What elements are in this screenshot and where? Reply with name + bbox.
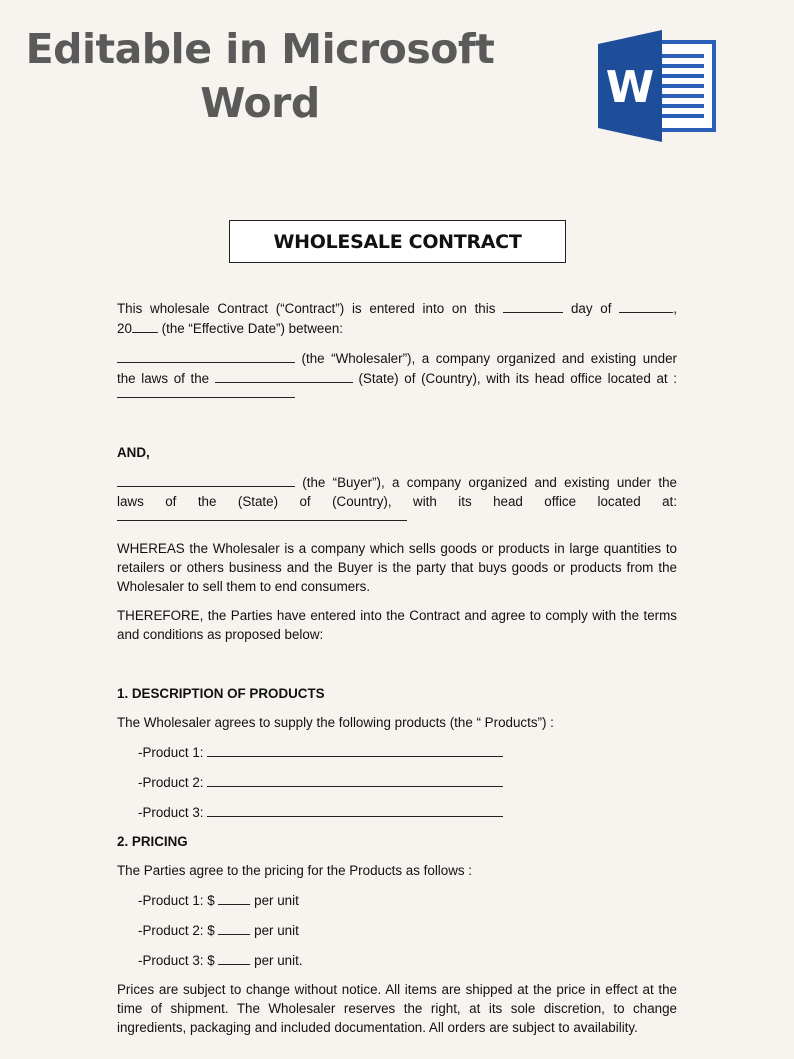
- buyer-line-2: laws of the (State) of (Country), with its head office located at:: [117, 494, 677, 509]
- price-3-label: -Product 3: $: [138, 953, 215, 968]
- price-2-row: [117, 920, 677, 940]
- price-3-blank[interactable]: [218, 950, 250, 965]
- product-2-row: [117, 772, 677, 792]
- buyer-line-1: [117, 472, 677, 492]
- price-1-blank[interactable]: [218, 890, 250, 905]
- product-1-blank[interactable]: [207, 742, 503, 757]
- section-1-heading: 1. DESCRIPTION OF PRODUCTS: [117, 686, 325, 701]
- wholesaler-line-2: [117, 368, 677, 388]
- section-2-heading: 2. PRICING: [117, 834, 188, 849]
- wholesaler-address-row: [117, 388, 677, 406]
- wholesaler-address-blank[interactable]: [117, 396, 295, 398]
- wholesaler-text-b: the laws of the: [117, 371, 210, 386]
- and-label: AND,: [117, 445, 150, 460]
- buyer-name-blank[interactable]: [117, 472, 295, 487]
- intro-year-prefix: 20: [117, 321, 132, 336]
- pricing-note: Prices are subject to change without notice. All items are shipped at the price in effect at the time of shipment. The Wholesaler reserves the right, at its sole discretion, to change ingredients, packaging and included documentation. All orders are subject to availability.: [117, 982, 677, 1035]
- contract-title: WHOLESALE CONTRACT: [229, 220, 566, 263]
- buyer-address-row: [117, 511, 677, 529]
- month-blank[interactable]: [619, 298, 673, 313]
- intro-text-e: (the “Effective Date”) between:: [161, 321, 343, 336]
- price-3-suffix: per unit.: [254, 953, 303, 968]
- word-logo-letter: W: [605, 62, 655, 113]
- price-1-suffix: per unit: [254, 893, 299, 908]
- product-3-label: -Product 3:: [138, 805, 204, 820]
- product-3-blank[interactable]: [207, 802, 503, 817]
- section-1-intro: The Wholesaler agrees to supply the following products (the “ Products”) :: [117, 715, 554, 730]
- year-blank[interactable]: [132, 318, 158, 333]
- promo-banner: [0, 22, 520, 130]
- price-2-blank[interactable]: [218, 920, 250, 935]
- intro-text-b: day of: [570, 301, 612, 316]
- therefore-paragraph: THEREFORE, the Parties have entered into the Contract and agree to comply with the terms and conditions as proposed below:: [117, 608, 677, 642]
- wholesaler-name-blank[interactable]: [117, 348, 295, 363]
- banner-line-1: Editable in Microsoft: [25, 25, 495, 73]
- product-1-label: -Product 1:: [138, 745, 204, 760]
- buyer-text-a: (the “Buyer”), a company organized and existing under the: [302, 475, 677, 490]
- contract-body: [117, 298, 677, 1037]
- product-2-label: -Product 2:: [138, 775, 204, 790]
- microsoft-word-icon: [596, 30, 716, 142]
- price-1-row: [117, 890, 677, 910]
- wholesaler-text-c: (State) of (Country), with its head office located at :: [358, 371, 677, 386]
- intro-comma: ,: [673, 301, 677, 316]
- wholesaler-state-blank[interactable]: [215, 368, 353, 383]
- price-2-suffix: per unit: [254, 923, 299, 938]
- price-1-label: -Product 1: $: [138, 893, 215, 908]
- buyer-address-blank[interactable]: [117, 519, 407, 521]
- wholesaler-line-1: [117, 348, 677, 368]
- product-3-row: [117, 802, 677, 822]
- price-2-label: -Product 2: $: [138, 923, 215, 938]
- product-2-blank[interactable]: [207, 772, 503, 787]
- day-blank[interactable]: [503, 298, 563, 313]
- wholesaler-text-a: (the “Wholesaler”), a company organized and existing under: [301, 351, 677, 366]
- banner-line-2: Word: [200, 79, 320, 127]
- price-3-row: [117, 950, 677, 970]
- product-1-row: [117, 742, 677, 762]
- intro-text-a: This wholesale Contract (“Contract”) is entered into on this: [117, 301, 496, 316]
- whereas-paragraph: WHEREAS the Wholesaler is a company which sells goods or products in large quantities to retailers or others business and the Buyer is the party that buys goods or products from the Wholesaler to sell them to end consumers.: [117, 541, 677, 594]
- section-2-intro: The Parties agree to the pricing for the Products as follows :: [117, 863, 473, 878]
- intro-line-1: [117, 298, 677, 318]
- intro-line-2: [117, 318, 677, 338]
